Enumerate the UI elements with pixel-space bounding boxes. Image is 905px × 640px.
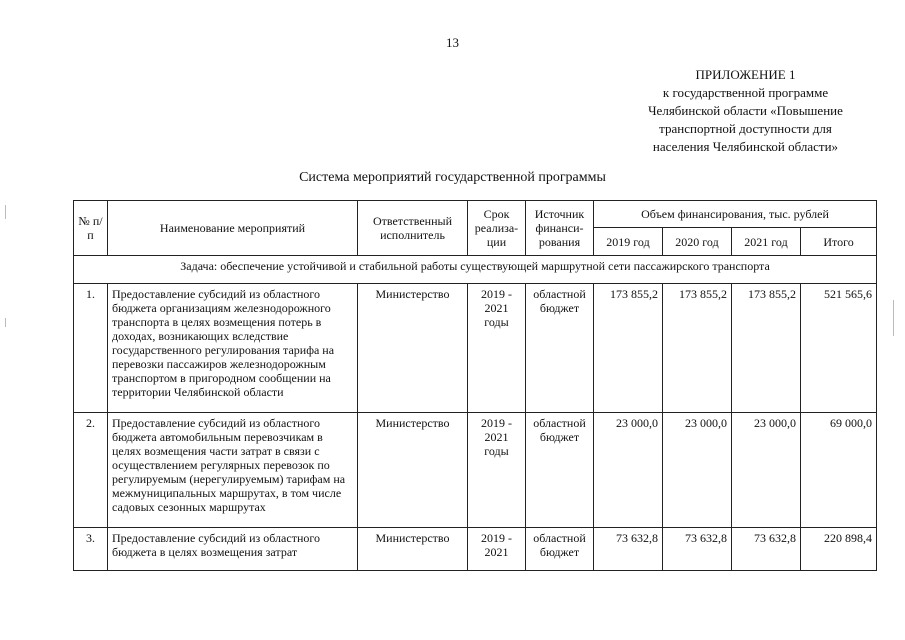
- appendix-line: ПРИЛОЖЕНИЕ 1: [695, 67, 796, 82]
- table-row: [74, 284, 877, 413]
- row-period: 2019 - 2021: [468, 528, 526, 571]
- row-executor: Министерство: [358, 413, 468, 528]
- header-funding: Объем финансирования, тыс. рублей: [594, 201, 877, 228]
- row-2019: 73 632,8: [594, 528, 663, 571]
- row-executor: Министерство: [358, 528, 468, 571]
- header-total: Итого: [801, 228, 877, 256]
- header-2020: 2020 год: [663, 228, 732, 256]
- row-num: 2.: [74, 413, 108, 528]
- row-source: областной бюджет: [526, 528, 594, 571]
- row-period: 2019 - 2021 годы: [468, 284, 526, 413]
- row-2019: 23 000,0: [594, 413, 663, 528]
- task-row: [74, 256, 877, 284]
- row-total: 69 000,0: [801, 413, 877, 528]
- row-source: областной бюджет: [526, 413, 594, 528]
- appendix-block: [618, 66, 873, 156]
- row-name: Предоставление субсидий из областного бюджета организациям железнодорожного транспорта в целях возмещения потерь в доходах, возникающих вследствие государственного регулирования тарифа на перевозки пассажиров железнодорожным транспортом в пригородном сообщении на территории Челябинской области: [108, 284, 358, 413]
- row-2019: 173 855,2: [594, 284, 663, 413]
- table-row: [74, 413, 877, 528]
- page-number: 13: [446, 35, 459, 50]
- header-period: Срок реализа-ции: [468, 201, 526, 256]
- header-num: № п/п: [74, 201, 108, 256]
- header-2019: 2019 год: [594, 228, 663, 256]
- row-2021: 173 855,2: [732, 284, 801, 413]
- row-name: Предоставление субсидий из областного бюджета автомобильным перевозчикам в целях возмещения части затрат в связи с осуществлением регулярных перевозок по регулируемым (нерегулируемым) тарифам на межмуниципальных маршрутах, в том числе садовых сезонных маршрутах: [108, 413, 358, 528]
- row-source: областной бюджет: [526, 284, 594, 413]
- scan-mark: [5, 205, 6, 219]
- document-title: Система мероприятий государственной программы: [299, 170, 606, 185]
- appendix-line: транспортной доступности для: [659, 121, 832, 136]
- row-num: 1.: [74, 284, 108, 413]
- row-total: 220 898,4: [801, 528, 877, 571]
- row-num: 3.: [74, 528, 108, 571]
- table-row: [74, 528, 877, 571]
- row-2021: 23 000,0: [732, 413, 801, 528]
- scan-mark: [5, 318, 6, 327]
- task-text: Задача: обеспечение устойчивой и стабильной работы существующей маршрутной сети пассажирского транспорта: [74, 256, 877, 284]
- row-total: 521 565,6: [801, 284, 877, 413]
- appendix-line: Челябинской области «Повышение: [648, 103, 843, 118]
- row-name: Предоставление субсидий из областного бюджета в целях возмещения затрат: [108, 528, 358, 571]
- row-2020: 173 855,2: [663, 284, 732, 413]
- header-executor: Ответственный исполнитель: [358, 201, 468, 256]
- appendix-line: населения Челябинской области»: [652, 139, 839, 154]
- row-2020: 73 632,8: [663, 528, 732, 571]
- header-name: Наименование мероприятий: [108, 201, 358, 256]
- row-2020: 23 000,0: [663, 413, 732, 528]
- row-executor: Министерство: [358, 284, 468, 413]
- measures-table: [73, 200, 877, 571]
- scan-mark: [893, 300, 894, 336]
- header-source: Источник финанси-рования: [526, 201, 594, 256]
- row-2021: 73 632,8: [732, 528, 801, 571]
- appendix-line: к государственной программе: [662, 85, 829, 100]
- header-2021: 2021 год: [732, 228, 801, 256]
- row-period: 2019 - 2021 годы: [468, 413, 526, 528]
